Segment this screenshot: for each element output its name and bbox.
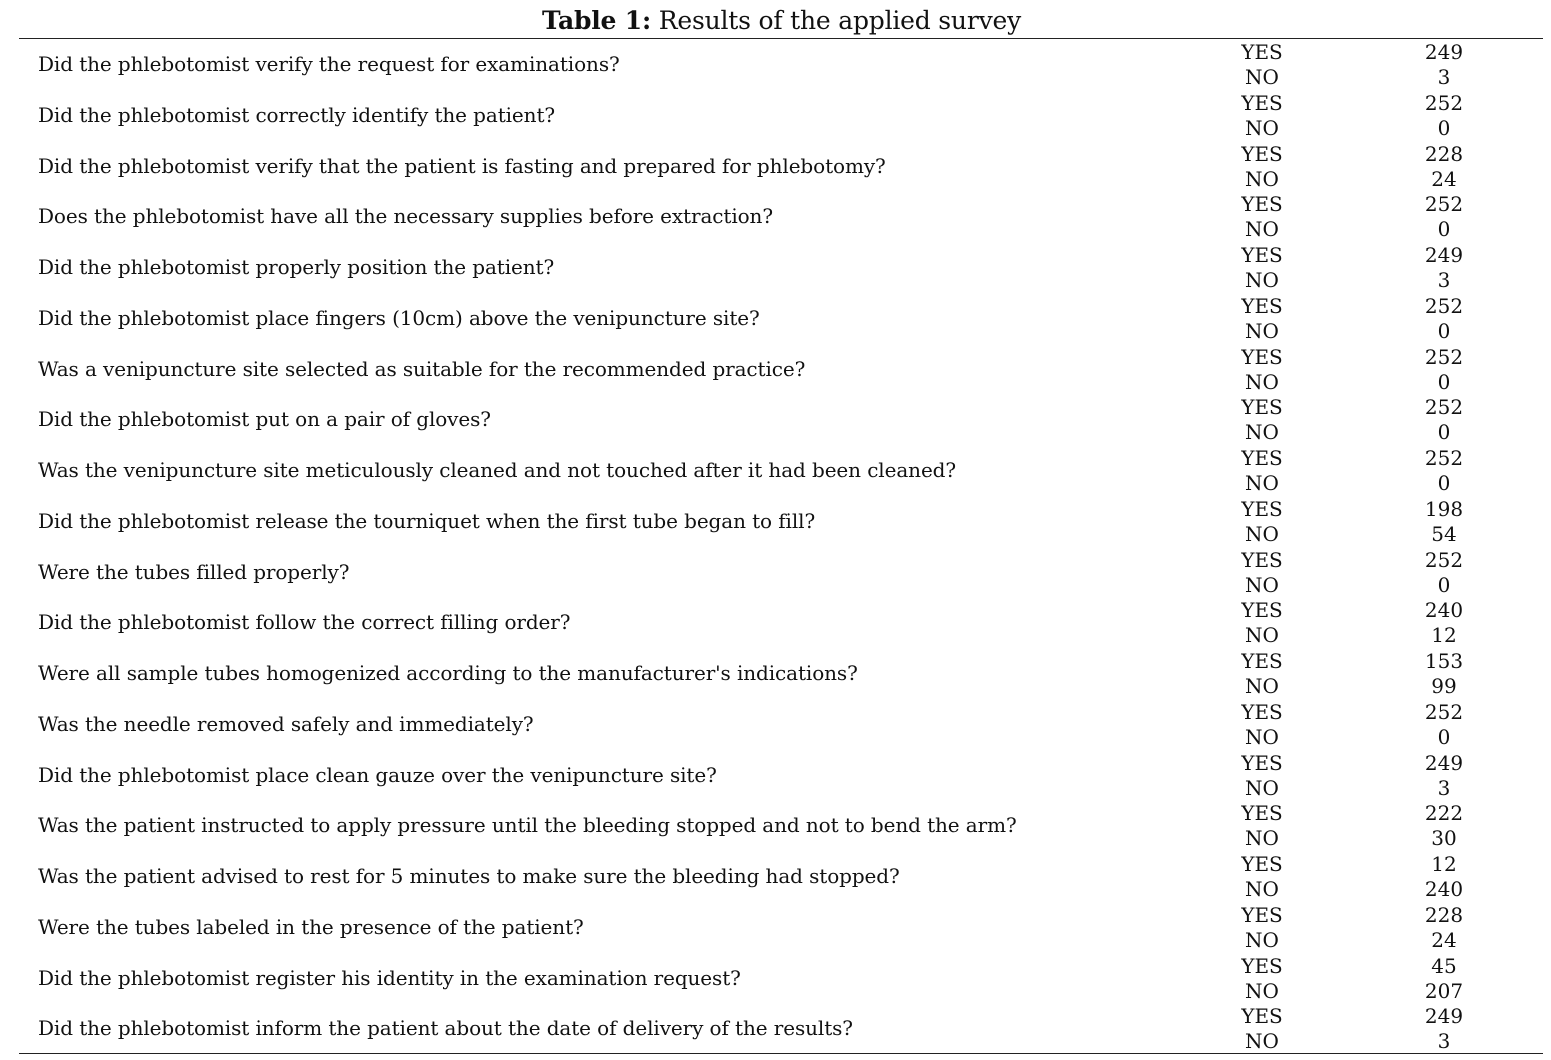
- question-text: Was the patient advised to rest for 5 minutes to make sure the bleeding had stopped?: [38, 864, 900, 888]
- yes-count: 252: [1424, 293, 1464, 318]
- answer-no-label: NO: [1245, 724, 1279, 749]
- question-text: Was the venipuncture site meticulously cleaned and not touched after it had been cleaned?: [38, 458, 957, 482]
- yes-count: 252: [1424, 547, 1464, 572]
- no-count: 0: [1437, 217, 1451, 242]
- no-count: 0: [1437, 318, 1451, 343]
- no-count: 0: [1437, 471, 1451, 495]
- answer-yes-label: YES: [1241, 1004, 1283, 1029]
- answer-yes-label: YES: [1241, 598, 1283, 623]
- answer-yes-label: YES: [1241, 699, 1283, 724]
- answer-yes-label: YES: [1241, 344, 1283, 369]
- question-text: Does the phlebotomist have all the necessary supplies before extraction?: [38, 204, 773, 229]
- question-text: Did the phlebotomist place clean gauze over the venipuncture site?: [38, 762, 717, 787]
- question-text: Did the phlebotomist follow the correct filling order?: [38, 610, 571, 635]
- table-row: [0, 648, 1551, 699]
- answer-no-label: NO: [1245, 217, 1279, 242]
- yes-count: 249: [1424, 750, 1464, 775]
- answer-yes-label: YES: [1241, 40, 1283, 64]
- answer-yes-label: YES: [1241, 852, 1283, 876]
- answer-no-label: NO: [1245, 927, 1279, 952]
- answer-no-label: NO: [1245, 65, 1279, 89]
- no-count: 24: [1431, 927, 1457, 952]
- question-text: Were the tubes filled properly?: [38, 559, 350, 584]
- no-count: 12: [1431, 623, 1457, 648]
- answer-no-label: NO: [1245, 420, 1279, 445]
- no-count: 0: [1437, 115, 1451, 140]
- question-text: Were all sample tubes homogenized according to the manufacturer's indications?: [38, 661, 858, 685]
- question-text: Did the phlebotomist correctly identify the patient?: [38, 102, 556, 127]
- answer-no-label: NO: [1245, 877, 1279, 901]
- yes-count: 249: [1424, 1004, 1464, 1029]
- table-row: [0, 547, 1551, 598]
- table-row: [0, 141, 1551, 192]
- question-text: Was a venipuncture site selected as suitable for the recommended practice?: [38, 356, 806, 381]
- table-row: [0, 191, 1551, 242]
- no-count: 207: [1424, 978, 1464, 1003]
- yes-count: 12: [1431, 852, 1457, 876]
- question-text: Did the phlebotomist register his identity in the examination request?: [38, 965, 741, 990]
- answer-no-label: NO: [1245, 318, 1279, 343]
- yes-count: 252: [1424, 90, 1464, 115]
- no-count: 54: [1431, 521, 1457, 546]
- answer-no-label: NO: [1245, 369, 1279, 394]
- answer-yes-label: YES: [1241, 953, 1283, 978]
- answer-yes-label: YES: [1241, 141, 1283, 166]
- answer-no-label: NO: [1245, 1029, 1279, 1054]
- answer-yes-label: YES: [1241, 192, 1283, 217]
- yes-count: 45: [1431, 953, 1457, 978]
- question-text: Did the phlebotomist put on a pair of gloves?: [38, 407, 491, 432]
- no-count: 240: [1424, 877, 1464, 901]
- no-count: 24: [1431, 166, 1457, 191]
- table-bottom-rule: [19, 1053, 1543, 1054]
- no-count: 99: [1431, 674, 1457, 698]
- survey-results-table: [0, 39, 1551, 1054]
- yes-count: 222: [1424, 801, 1464, 826]
- question-text: Were the tubes labeled in the presence of the patient?: [38, 914, 584, 939]
- no-count: 3: [1437, 775, 1451, 800]
- answer-yes-label: YES: [1241, 293, 1283, 318]
- table-row: [0, 597, 1551, 648]
- answer-no-label: NO: [1245, 268, 1279, 292]
- yes-count: 153: [1424, 649, 1464, 673]
- answer-yes-label: YES: [1241, 496, 1283, 521]
- table-number: Table 1:: [541, 6, 651, 35]
- table-row: [0, 445, 1551, 496]
- question-text: Did the phlebotomist verify the request for examinations?: [38, 52, 620, 76]
- table-row: [0, 851, 1551, 902]
- no-count: 3: [1437, 1029, 1451, 1054]
- table-row: [0, 394, 1551, 445]
- question-text: Did the phlebotomist verify that the patient is fasting and prepared for phlebotomy?: [38, 153, 886, 178]
- table-row: [0, 902, 1551, 953]
- answer-no-label: NO: [1245, 623, 1279, 648]
- yes-count: 240: [1424, 598, 1464, 623]
- question-text: Did the phlebotomist inform the patient about the date of delivery of the results?: [38, 1016, 853, 1041]
- table-row: [0, 90, 1551, 141]
- table-row: [0, 1003, 1551, 1054]
- question-text: Did the phlebotomist release the tourniquet when the first tube began to fill?: [38, 508, 816, 533]
- table-row: [0, 800, 1551, 851]
- table-row: [0, 750, 1551, 801]
- table-row: [0, 39, 1551, 90]
- yes-count: 252: [1424, 446, 1464, 470]
- table-row: [0, 242, 1551, 293]
- answer-yes-label: YES: [1241, 902, 1283, 927]
- yes-count: 249: [1424, 243, 1464, 267]
- no-count: 0: [1437, 420, 1451, 445]
- question-text: Did the phlebotomist place fingers (10cm) above the venipuncture site?: [38, 305, 760, 330]
- yes-count: 198: [1424, 496, 1464, 521]
- table-title: Results of the applied survey: [658, 6, 1022, 35]
- table-row: [0, 344, 1551, 395]
- answer-yes-label: YES: [1241, 90, 1283, 115]
- table-row: [0, 699, 1551, 750]
- answer-yes-label: YES: [1241, 750, 1283, 775]
- yes-count: 252: [1424, 699, 1464, 724]
- yes-count: 252: [1424, 192, 1464, 217]
- question-text: Was the patient instructed to apply pressure until the bleeding stopped and not to bend the arm?: [38, 813, 1017, 838]
- table-row: [0, 293, 1551, 344]
- table-row: [0, 953, 1551, 1004]
- question-text: Did the phlebotomist properly position the patient?: [38, 255, 555, 279]
- yes-count: 228: [1424, 902, 1464, 927]
- no-count: 3: [1437, 268, 1451, 292]
- answer-no-label: NO: [1245, 674, 1279, 698]
- answer-yes-label: YES: [1241, 446, 1283, 470]
- answer-no-label: NO: [1245, 978, 1279, 1003]
- answer-no-label: NO: [1245, 115, 1279, 140]
- question-text: Was the needle removed safely and immediately?: [38, 711, 534, 736]
- answer-yes-label: YES: [1241, 801, 1283, 826]
- yes-count: 249: [1424, 40, 1464, 64]
- no-count: 0: [1437, 572, 1451, 597]
- answer-yes-label: YES: [1241, 243, 1283, 267]
- answer-no-label: NO: [1245, 471, 1279, 495]
- no-count: 0: [1437, 369, 1451, 394]
- yes-count: 252: [1424, 344, 1464, 369]
- yes-count: 252: [1424, 395, 1464, 420]
- answer-yes-label: YES: [1241, 395, 1283, 420]
- answer-yes-label: YES: [1241, 649, 1283, 673]
- no-count: 3: [1437, 65, 1451, 89]
- answer-yes-label: YES: [1241, 547, 1283, 572]
- no-count: 0: [1437, 724, 1451, 749]
- answer-no-label: NO: [1245, 166, 1279, 191]
- answer-no-label: NO: [1245, 572, 1279, 597]
- yes-count: 228: [1424, 141, 1464, 166]
- answer-no-label: NO: [1245, 775, 1279, 800]
- table-caption: [0, 6, 1551, 36]
- answer-no-label: NO: [1245, 826, 1279, 851]
- answer-no-label: NO: [1245, 521, 1279, 546]
- no-count: 30: [1431, 826, 1457, 851]
- table-row: [0, 496, 1551, 547]
